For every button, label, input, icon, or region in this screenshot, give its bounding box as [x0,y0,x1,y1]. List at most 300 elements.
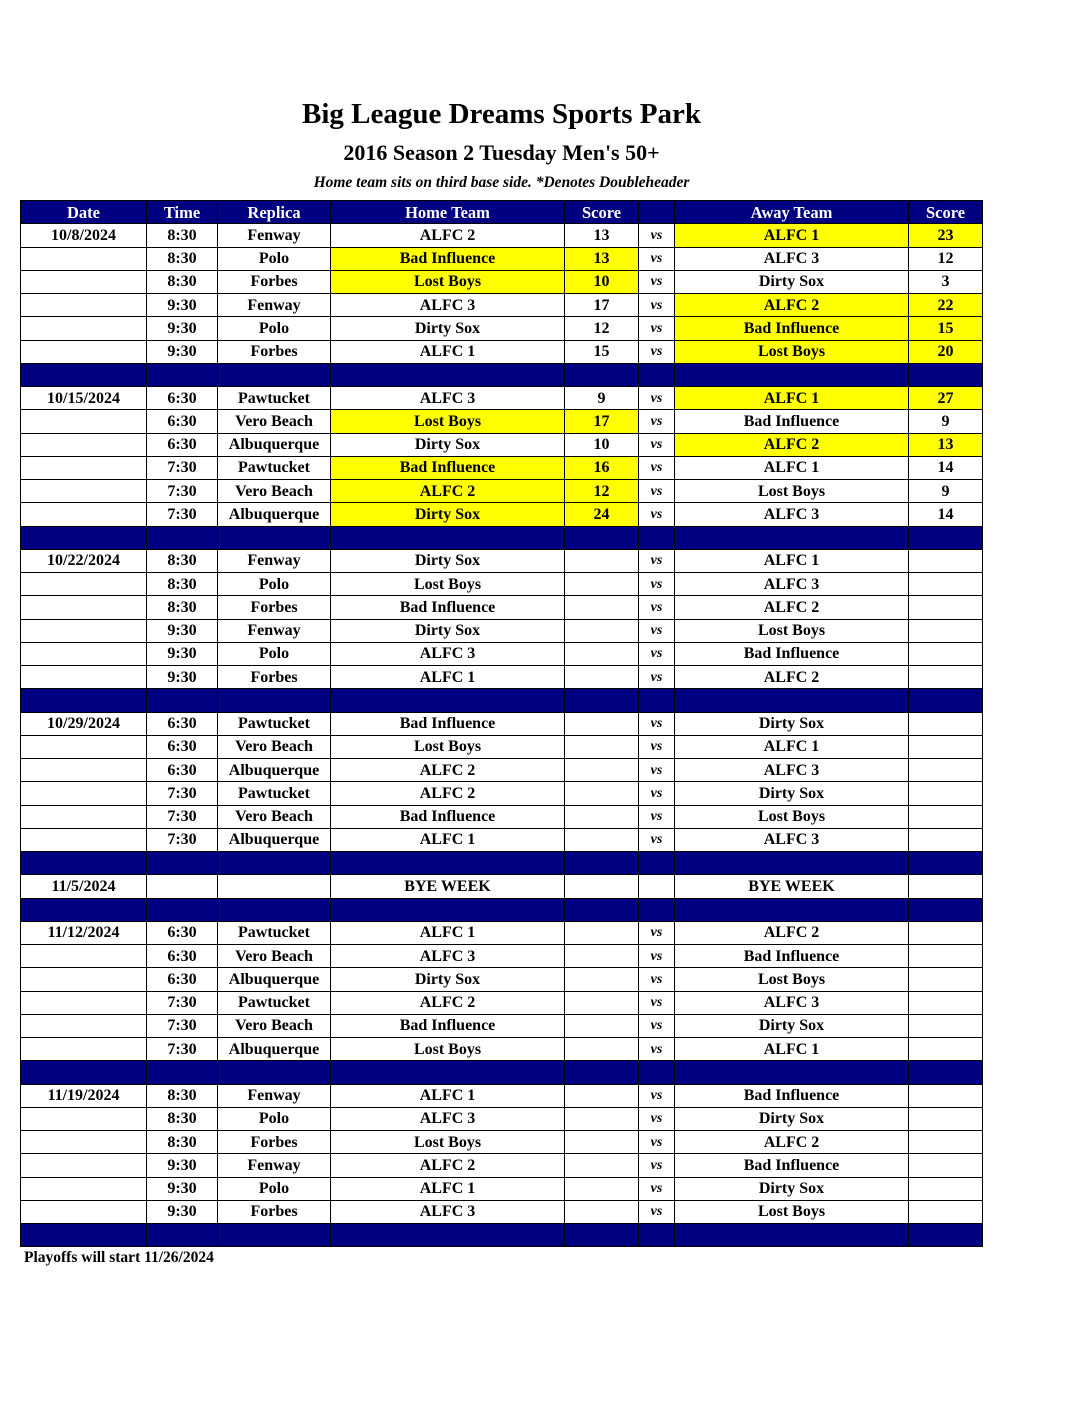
away-team-cell: Lost Boys [675,805,909,828]
header-away-score: Score [909,201,983,224]
away-score-cell [909,735,983,758]
away-team-cell: Dirty Sox [675,1177,909,1200]
away-score-cell: 15 [909,317,983,340]
table-row [21,596,983,619]
home-team-cell: ALFC 1 [331,340,565,363]
replica-cell: Polo [218,642,331,665]
away-team-cell: Bad Influence [675,317,909,340]
page-note: Home team sits on third base side. *Denotes Doubleheader [313,174,690,191]
away-score-cell [909,596,983,619]
separator-cell [909,363,983,386]
separator-cell [565,363,639,386]
table-row [21,968,983,991]
home-score-cell [565,1014,639,1037]
table-row [21,1200,983,1223]
home-score-cell [565,921,639,944]
separator-cell [909,852,983,875]
replica-cell: Pawtucket [218,991,331,1014]
home-team-cell: Bad Influence [331,456,565,479]
date-cell [21,642,147,665]
away-team-cell: ALFC 2 [675,666,909,689]
home-score-cell [565,573,639,596]
table-row [21,1038,983,1061]
home-score-cell [565,759,639,782]
home-team-cell: Lost Boys [331,735,565,758]
time-cell: 9:30 [147,619,218,642]
home-score-cell: 13 [565,247,639,270]
time-cell: 7:30 [147,503,218,526]
away-score-cell: 12 [909,247,983,270]
replica-cell: Polo [218,1107,331,1130]
home-team-cell: Dirty Sox [331,968,565,991]
separator-cell [21,689,147,712]
vs-cell: vs [639,735,675,758]
date-cell [21,991,147,1014]
home-score-cell [565,991,639,1014]
separator-cell [331,363,565,386]
time-cell: 9:30 [147,642,218,665]
home-score-cell [565,968,639,991]
separator-cell [218,689,331,712]
home-score-cell [565,1154,639,1177]
date-cell [21,1131,147,1154]
time-cell: 7:30 [147,456,218,479]
vs-cell: vs [639,828,675,851]
away-team-cell: Dirty Sox [675,712,909,735]
separator-cell [909,1224,983,1247]
replica-cell: Forbes [218,1200,331,1223]
date-cell [21,1107,147,1130]
home-score-cell [565,712,639,735]
home-score-cell [565,875,639,898]
time-cell: 9:30 [147,1200,218,1223]
schedule-table [20,200,983,1247]
separator-cell [565,1224,639,1247]
separator-cell [565,689,639,712]
home-score-cell [565,1038,639,1061]
separator-cell [218,1224,331,1247]
table-row [21,1107,983,1130]
date-cell: 11/5/2024 [21,875,147,898]
vs-cell: vs [639,642,675,665]
away-team-cell: Lost Boys [675,340,909,363]
table-row [21,1177,983,1200]
table-row [21,387,983,410]
time-cell: 9:30 [147,340,218,363]
home-team-cell: Dirty Sox [331,619,565,642]
home-team-cell: Lost Boys [331,410,565,433]
time-cell: 8:30 [147,573,218,596]
away-team-cell: Lost Boys [675,619,909,642]
home-team-cell: Lost Boys [331,1131,565,1154]
home-score-cell: 16 [565,456,639,479]
replica-cell: Forbes [218,666,331,689]
time-cell: 6:30 [147,735,218,758]
away-team-cell: Bad Influence [675,410,909,433]
vs-cell: vs [639,712,675,735]
away-team-cell: ALFC 3 [675,573,909,596]
away-score-cell [909,619,983,642]
separator-cell [639,1224,675,1247]
home-team-cell: ALFC 3 [331,1107,565,1130]
home-score-cell [565,1177,639,1200]
date-cell [21,759,147,782]
table-row [21,340,983,363]
home-score-cell [565,805,639,828]
table-row [21,247,983,270]
separator-cell [218,363,331,386]
replica-cell: Polo [218,573,331,596]
time-cell: 7:30 [147,782,218,805]
date-cell: 10/15/2024 [21,387,147,410]
vs-cell: vs [639,573,675,596]
replica-cell: Forbes [218,340,331,363]
replica-cell: Fenway [218,549,331,572]
home-score-cell [565,666,639,689]
away-score-cell: 9 [909,480,983,503]
table-row [21,828,983,851]
table-row [21,1084,983,1107]
home-team-cell: Lost Boys [331,1038,565,1061]
away-team-cell: Lost Boys [675,968,909,991]
separator-cell [331,898,565,921]
home-team-cell: ALFC 3 [331,294,565,317]
week-separator [21,1061,983,1084]
separator-cell [218,526,331,549]
away-team-cell: ALFC 2 [675,596,909,619]
separator-cell [21,852,147,875]
separator-cell [909,689,983,712]
replica-cell: Pawtucket [218,387,331,410]
vs-cell: vs [639,1131,675,1154]
replica-cell: Pawtucket [218,921,331,944]
away-score-cell [909,666,983,689]
away-score-cell [909,1038,983,1061]
table-row [21,573,983,596]
time-cell: 6:30 [147,759,218,782]
away-team-cell: Bad Influence [675,1084,909,1107]
week-separator [21,1224,983,1247]
time-cell: 6:30 [147,968,218,991]
table-row [21,294,983,317]
home-team-cell: ALFC 2 [331,782,565,805]
table-row [21,712,983,735]
date-cell [21,456,147,479]
replica-cell: Albuquerque [218,1038,331,1061]
away-score-cell: 13 [909,433,983,456]
separator-cell [21,363,147,386]
time-cell: 7:30 [147,991,218,1014]
separator-cell [331,852,565,875]
vs-cell: vs [639,1014,675,1037]
time-cell [147,875,218,898]
away-team-cell: ALFC 1 [675,549,909,572]
separator-cell [147,689,218,712]
home-team-cell: ALFC 1 [331,828,565,851]
away-team-cell: ALFC 2 [675,921,909,944]
home-score-cell [565,619,639,642]
date-cell: 11/19/2024 [21,1084,147,1107]
table-row [21,456,983,479]
vs-cell: vs [639,1107,675,1130]
vs-cell: vs [639,456,675,479]
away-team-cell: ALFC 3 [675,503,909,526]
replica-cell: Albuquerque [218,503,331,526]
week-separator [21,689,983,712]
date-cell [21,317,147,340]
away-score-cell [909,759,983,782]
time-cell: 9:30 [147,294,218,317]
away-score-cell [909,945,983,968]
replica-cell: Vero Beach [218,1014,331,1037]
separator-cell [675,363,909,386]
home-team-cell: ALFC 1 [331,666,565,689]
away-score-cell [909,712,983,735]
home-team-cell: ALFC 3 [331,642,565,665]
date-cell [21,735,147,758]
time-cell: 6:30 [147,387,218,410]
separator-cell [331,1061,565,1084]
home-score-cell: 15 [565,340,639,363]
away-score-cell: 27 [909,387,983,410]
header-date: Date [21,201,147,224]
separator-cell [909,1061,983,1084]
vs-cell [639,875,675,898]
date-cell [21,968,147,991]
away-team-cell: Bad Influence [675,945,909,968]
date-cell [21,1154,147,1177]
home-score-cell [565,945,639,968]
vs-cell: vs [639,340,675,363]
date-cell [21,1177,147,1200]
separator-cell [675,1061,909,1084]
header-away-team: Away Team [675,201,909,224]
away-team-cell: ALFC 2 [675,294,909,317]
home-score-cell: 17 [565,294,639,317]
time-cell: 6:30 [147,945,218,968]
vs-cell: vs [639,549,675,572]
replica-cell: Albuquerque [218,759,331,782]
away-team-cell: ALFC 1 [675,735,909,758]
time-cell: 8:30 [147,270,218,293]
separator-cell [675,852,909,875]
separator-cell [331,526,565,549]
separator-cell [675,689,909,712]
replica-cell: Polo [218,317,331,340]
separator-cell [218,1061,331,1084]
playoffs-note: Playoffs will start 11/26/2024 [24,1249,214,1266]
vs-cell: vs [639,270,675,293]
replica-cell: Fenway [218,1084,331,1107]
vs-cell: vs [639,619,675,642]
away-team-cell: ALFC 3 [675,991,909,1014]
replica-cell: Albuquerque [218,433,331,456]
table-row [21,875,983,898]
away-team-cell: Dirty Sox [675,1107,909,1130]
separator-cell [21,526,147,549]
away-score-cell [909,968,983,991]
table-row [21,317,983,340]
separator-cell [21,1061,147,1084]
replica-cell: Vero Beach [218,480,331,503]
replica-cell: Vero Beach [218,945,331,968]
date-cell [21,596,147,619]
date-cell: 11/12/2024 [21,921,147,944]
away-score-cell: 23 [909,224,983,247]
home-score-cell [565,1131,639,1154]
schedule-body [21,224,983,1247]
away-score-cell [909,828,983,851]
away-team-cell: BYE WEEK [675,875,909,898]
separator-cell [565,852,639,875]
date-cell [21,828,147,851]
separator-cell [565,526,639,549]
home-score-cell: 12 [565,317,639,340]
replica-cell: Fenway [218,619,331,642]
separator-cell [21,1224,147,1247]
separator-cell [675,898,909,921]
date-cell [21,1200,147,1223]
away-score-cell: 14 [909,503,983,526]
date-cell: 10/8/2024 [21,224,147,247]
home-team-cell: Bad Influence [331,596,565,619]
replica-cell [218,875,331,898]
table-row [21,991,983,1014]
home-score-cell [565,1200,639,1223]
away-score-cell: 9 [909,410,983,433]
separator-cell [147,1061,218,1084]
date-cell [21,270,147,293]
vs-cell: vs [639,782,675,805]
separator-cell [675,1224,909,1247]
time-cell: 8:30 [147,1131,218,1154]
home-team-cell: Dirty Sox [331,549,565,572]
separator-cell [331,689,565,712]
away-score-cell [909,1177,983,1200]
table-row [21,921,983,944]
separator-cell [218,852,331,875]
time-cell: 7:30 [147,480,218,503]
time-cell: 9:30 [147,666,218,689]
replica-cell: Vero Beach [218,805,331,828]
away-team-cell: ALFC 1 [675,224,909,247]
away-score-cell [909,875,983,898]
away-team-cell: Dirty Sox [675,1014,909,1037]
home-score-cell: 17 [565,410,639,433]
away-team-cell: ALFC 2 [675,1131,909,1154]
home-team-cell: ALFC 1 [331,921,565,944]
vs-cell: vs [639,991,675,1014]
table-row [21,759,983,782]
time-cell: 7:30 [147,805,218,828]
date-cell [21,619,147,642]
away-team-cell: ALFC 1 [675,456,909,479]
home-team-cell: ALFC 3 [331,945,565,968]
time-cell: 7:30 [147,828,218,851]
away-score-cell: 14 [909,456,983,479]
home-team-cell: ALFC 3 [331,387,565,410]
vs-cell: vs [639,1084,675,1107]
time-cell: 6:30 [147,921,218,944]
table-row [21,642,983,665]
home-score-cell [565,735,639,758]
separator-cell [565,898,639,921]
replica-cell: Forbes [218,1131,331,1154]
page-subtitle: 2016 Season 2 Tuesday Men's 50+ [343,140,660,165]
header-replica: Replica [218,201,331,224]
separator-cell [675,526,909,549]
replica-cell: Pawtucket [218,782,331,805]
home-score-cell [565,1107,639,1130]
week-separator [21,852,983,875]
away-score-cell [909,1154,983,1177]
home-team-cell: Lost Boys [331,573,565,596]
home-team-cell: ALFC 2 [331,991,565,1014]
table-row [21,805,983,828]
away-score-cell [909,549,983,572]
home-team-cell: ALFC 2 [331,759,565,782]
home-team-cell: ALFC 3 [331,1200,565,1223]
away-team-cell: Dirty Sox [675,270,909,293]
table-row [21,549,983,572]
time-cell: 9:30 [147,1154,218,1177]
away-team-cell: Lost Boys [675,480,909,503]
home-team-cell: ALFC 2 [331,480,565,503]
date-cell [21,247,147,270]
date-cell: 10/22/2024 [21,549,147,572]
time-cell: 6:30 [147,712,218,735]
vs-cell: vs [639,433,675,456]
home-team-cell: Dirty Sox [331,433,565,456]
table-row [21,270,983,293]
table-row [21,782,983,805]
time-cell: 8:30 [147,1084,218,1107]
date-cell [21,666,147,689]
home-team-cell: Dirty Sox [331,317,565,340]
separator-cell [147,1224,218,1247]
separator-cell [639,363,675,386]
separator-cell [147,852,218,875]
vs-cell: vs [639,317,675,340]
vs-cell: vs [639,247,675,270]
away-team-cell: ALFC 3 [675,828,909,851]
table-row [21,480,983,503]
vs-cell: vs [639,503,675,526]
separator-cell [639,1061,675,1084]
away-score-cell [909,1084,983,1107]
home-team-cell: Bad Influence [331,247,565,270]
time-cell: 8:30 [147,1107,218,1130]
date-cell [21,480,147,503]
separator-cell [639,526,675,549]
date-cell [21,503,147,526]
away-team-cell: Bad Influence [675,1154,909,1177]
home-score-cell: 10 [565,433,639,456]
date-cell [21,433,147,456]
time-cell: 8:30 [147,549,218,572]
away-score-cell: 20 [909,340,983,363]
time-cell: 6:30 [147,433,218,456]
vs-cell: vs [639,805,675,828]
away-score-cell [909,1200,983,1223]
table-row [21,503,983,526]
vs-cell: vs [639,1154,675,1177]
away-team-cell: ALFC 1 [675,1038,909,1061]
header-home-team: Home Team [331,201,565,224]
page-title: Big League Dreams Sports Park [301,98,701,130]
table-row [21,1154,983,1177]
date-cell: 10/29/2024 [21,712,147,735]
